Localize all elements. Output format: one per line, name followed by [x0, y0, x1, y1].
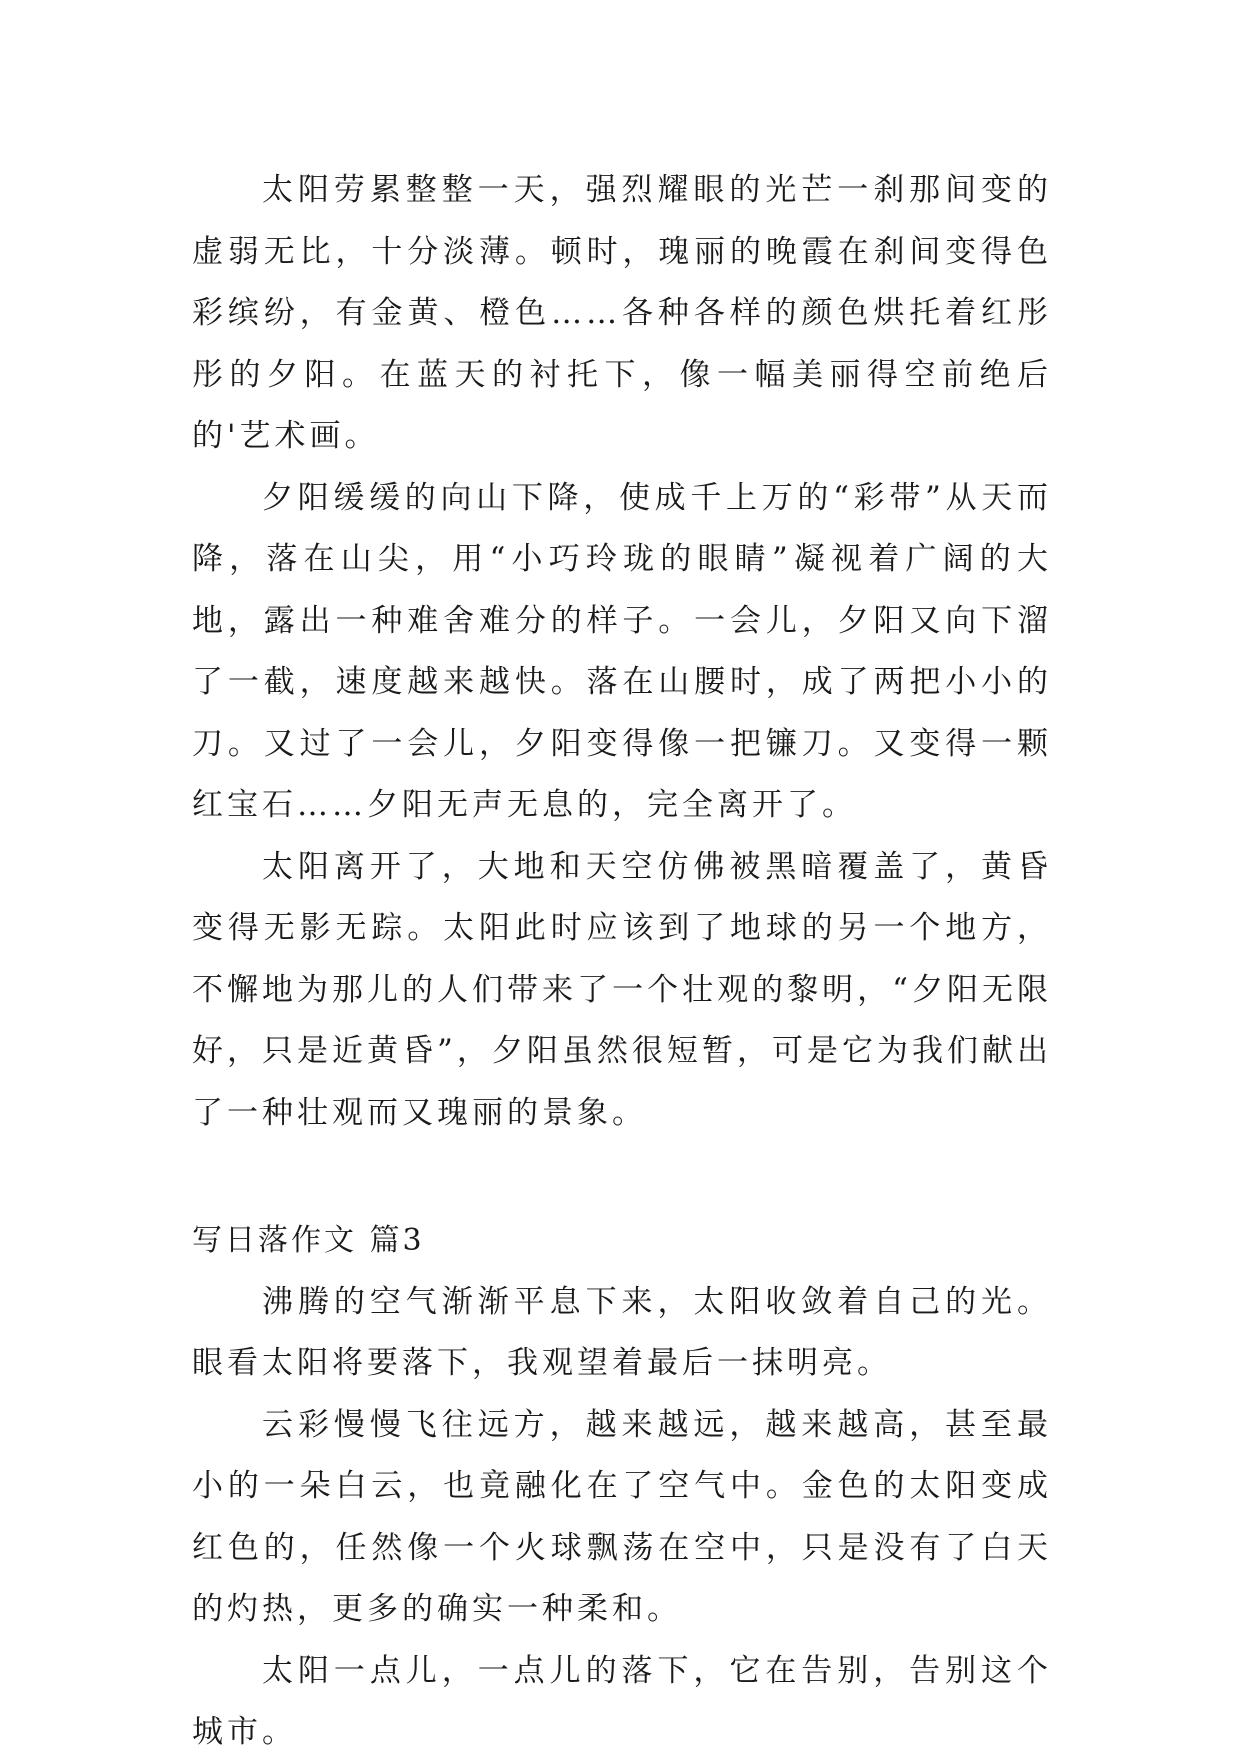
- paragraph: 太阳一点儿，一点儿的落下，它在告别，告别这个城市。: [192, 1652, 1052, 1750]
- paragraph: 沸腾的空气渐渐平息下来，太阳收敛着自己的光。眼看太阳将要落下，我观望着最后一抹明亮。: [192, 1283, 1052, 1381]
- section-title: 写日落作文 篇3: [192, 1223, 425, 1258]
- document-page: [192, 160, 1052, 1764]
- paragraph: 太阳离开了，大地和天空仿佛被黑暗覆盖了，黄昏变得无影无踪。太阳此时应该到了地球的另一个地方，不懈地为那儿的人们带来了一个壮观的黎明，“夕阳无限好，只是近黄昏”，夕阳虽然很短暂，可是它为我们献出了一种壮观而又瑰丽的景象。: [192, 848, 1052, 1131]
- paragraph: 云彩慢慢飞往远方，越来越远，越来越高，甚至最小的一朵白云，也竟融化在了空气中。金色的太阳变成红色的，任然像一个火球飘荡在空中，只是没有了白天的灼热，更多的确实一种柔和。: [192, 1406, 1052, 1627]
- paragraph: 夕阳缓缓的向山下降，使成千上万的“彩带”从天而降，落在山尖，用“小巧玲珑的眼睛”凝视着广阔的大地，露出一种难舍难分的样子。一会儿，夕阳又向下溜了一截，速度越来越快。落在山腰时，成了两把小小的刀。又过了一会儿，夕阳变得像一把镰刀。又变得一颗红宝石……夕阳无声无息的，完全离开了。: [192, 479, 1052, 823]
- paragraph: 太阳劳累整整一天，强烈耀眼的光芒一刹那间变的虚弱无比，十分淡薄。顿时，瑰丽的晚霞在刹间变得色彩缤纷，有金黄、橙色……各种各样的颜色烘托着红彤彤的夕阳。在蓝天的衬托下，像一幅美丽得空前绝后的'艺术画。: [192, 172, 1052, 454]
